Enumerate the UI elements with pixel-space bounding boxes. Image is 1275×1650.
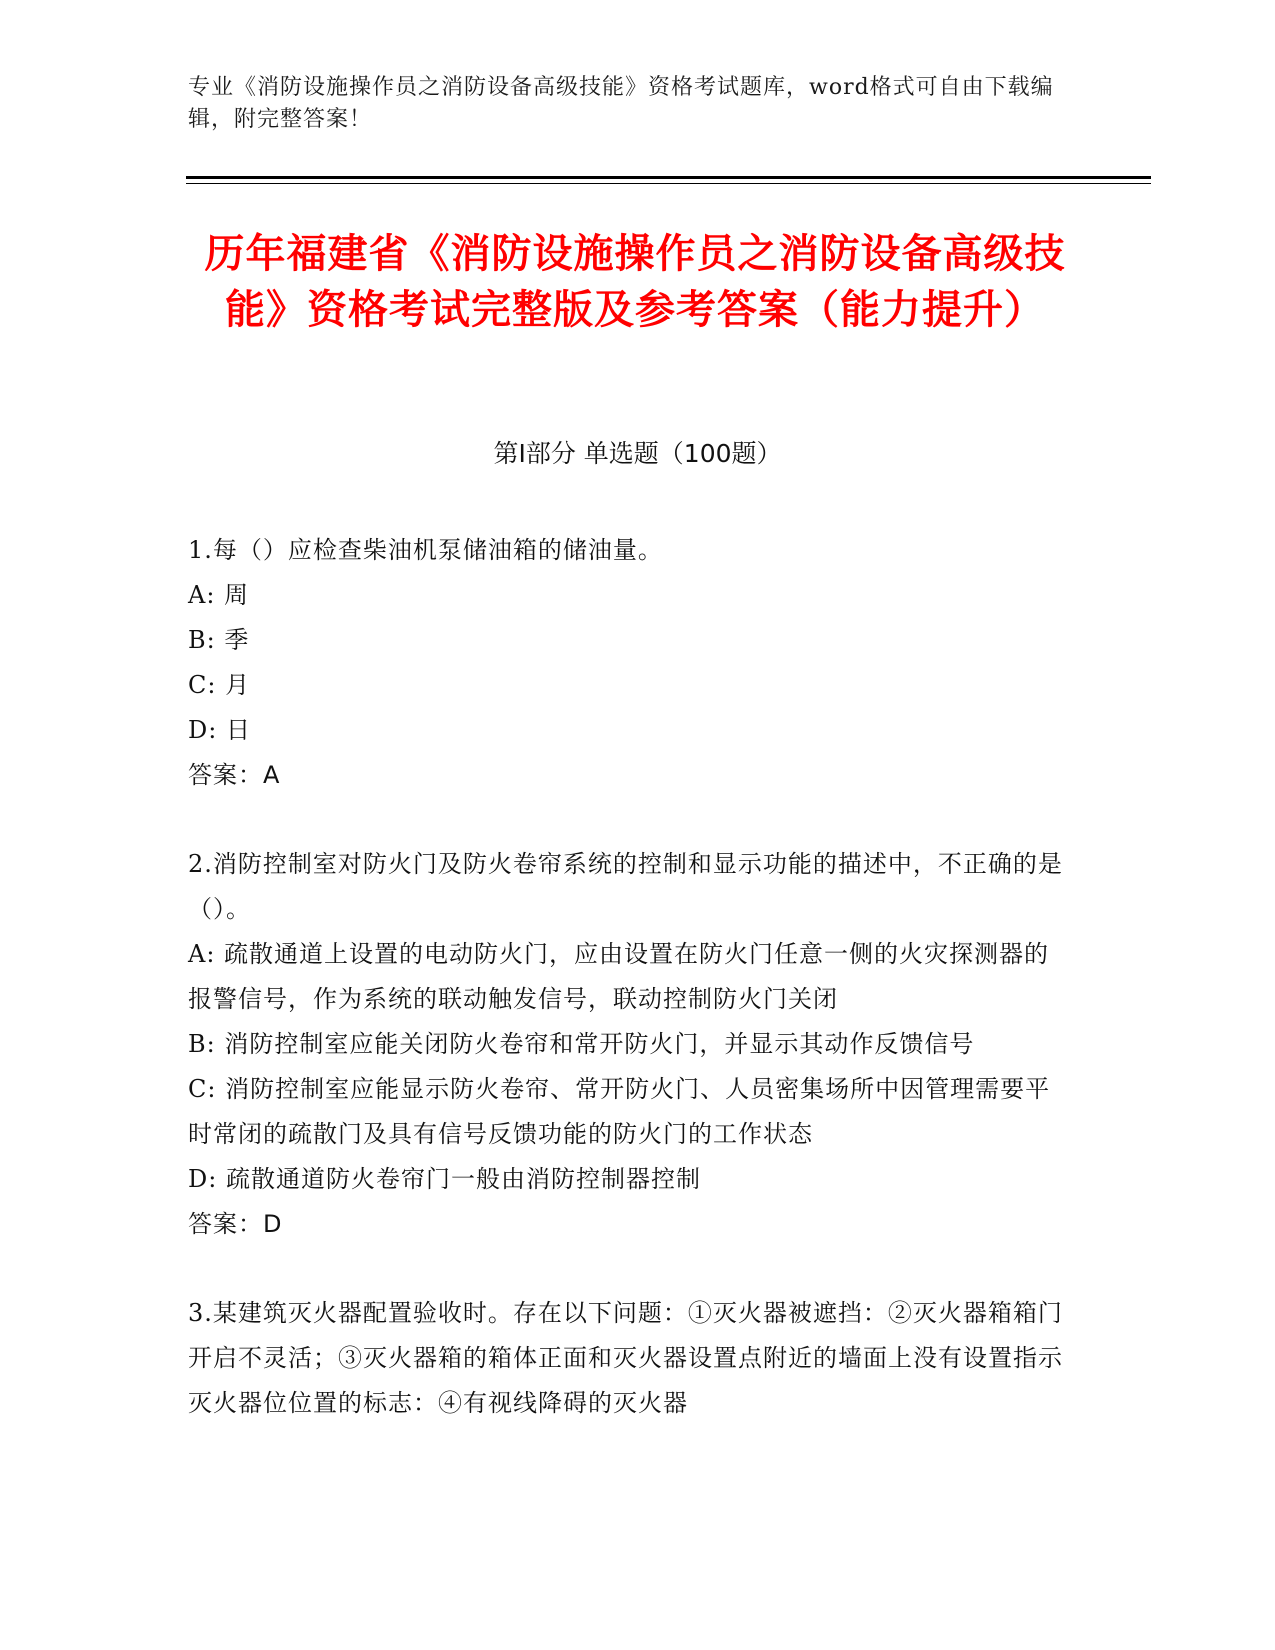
question-stem: 1.每（）应检查柴油机泵储油箱的储油量。	[188, 536, 663, 564]
question-list	[188, 528, 1068, 1470]
answer-label: 答案：D	[188, 1210, 283, 1238]
option-d: D: 疏散通道防火卷帘门一般由消防控制器控制	[188, 1165, 701, 1193]
option-c: C: 消防控制室应能显示防火卷帘、常开防火门、人员密集场所中因管理需要平时常闭的疏散门及具有信号反馈功能的防火门的工作状态	[188, 1075, 1051, 1148]
option-b: B: 季	[188, 626, 250, 654]
question-stem: 3.某建筑灭火器配置验收时。存在以下问题：①灭火器被遮挡：②灭火器箱箱门开启不灵活；③灭火器箱的箱体正面和灭火器设置点附近的墙面上没有设置指示灭火器位位置的标志：④有视线降碍的灭火器	[188, 1299, 1063, 1417]
question-stem: 2.消防控制室对防火门及防火卷帘系统的控制和显示功能的描述中，不正确的是（）。	[188, 850, 1063, 923]
option-a: A: 周	[188, 581, 250, 609]
option-a: A: 疏散通道上设置的电动防火门，应由设置在防火门任意一侧的火灾探测器的报警信号，作为系统的联动触发信号，联动控制防火门关闭	[188, 940, 1050, 1013]
document-title: 历年福建省《消防设施操作员之消防设备高级技能》资格考试完整版及参考答案（能力提升）	[204, 231, 1066, 333]
header-rule-thin	[186, 183, 1151, 184]
option-d: D: 日	[188, 716, 251, 744]
option-b: B: 消防控制室应能关闭防火卷帘和常开防火门，并显示其动作反馈信号	[188, 1030, 975, 1058]
header-rule-thick	[186, 176, 1151, 179]
question-3	[188, 1291, 1068, 1426]
section-title: 第Ⅰ部分 单选题（100题）	[493, 439, 782, 468]
question-2	[188, 842, 1068, 1247]
answer-label: 答案：A	[188, 761, 281, 789]
question-1	[188, 528, 1068, 798]
header-note: 专业《消防设施操作员之消防设备高级技能》资格考试题库，word格式可自由下载编辑，附完整答案！	[188, 75, 1054, 132]
option-c: C: 月	[188, 671, 251, 699]
